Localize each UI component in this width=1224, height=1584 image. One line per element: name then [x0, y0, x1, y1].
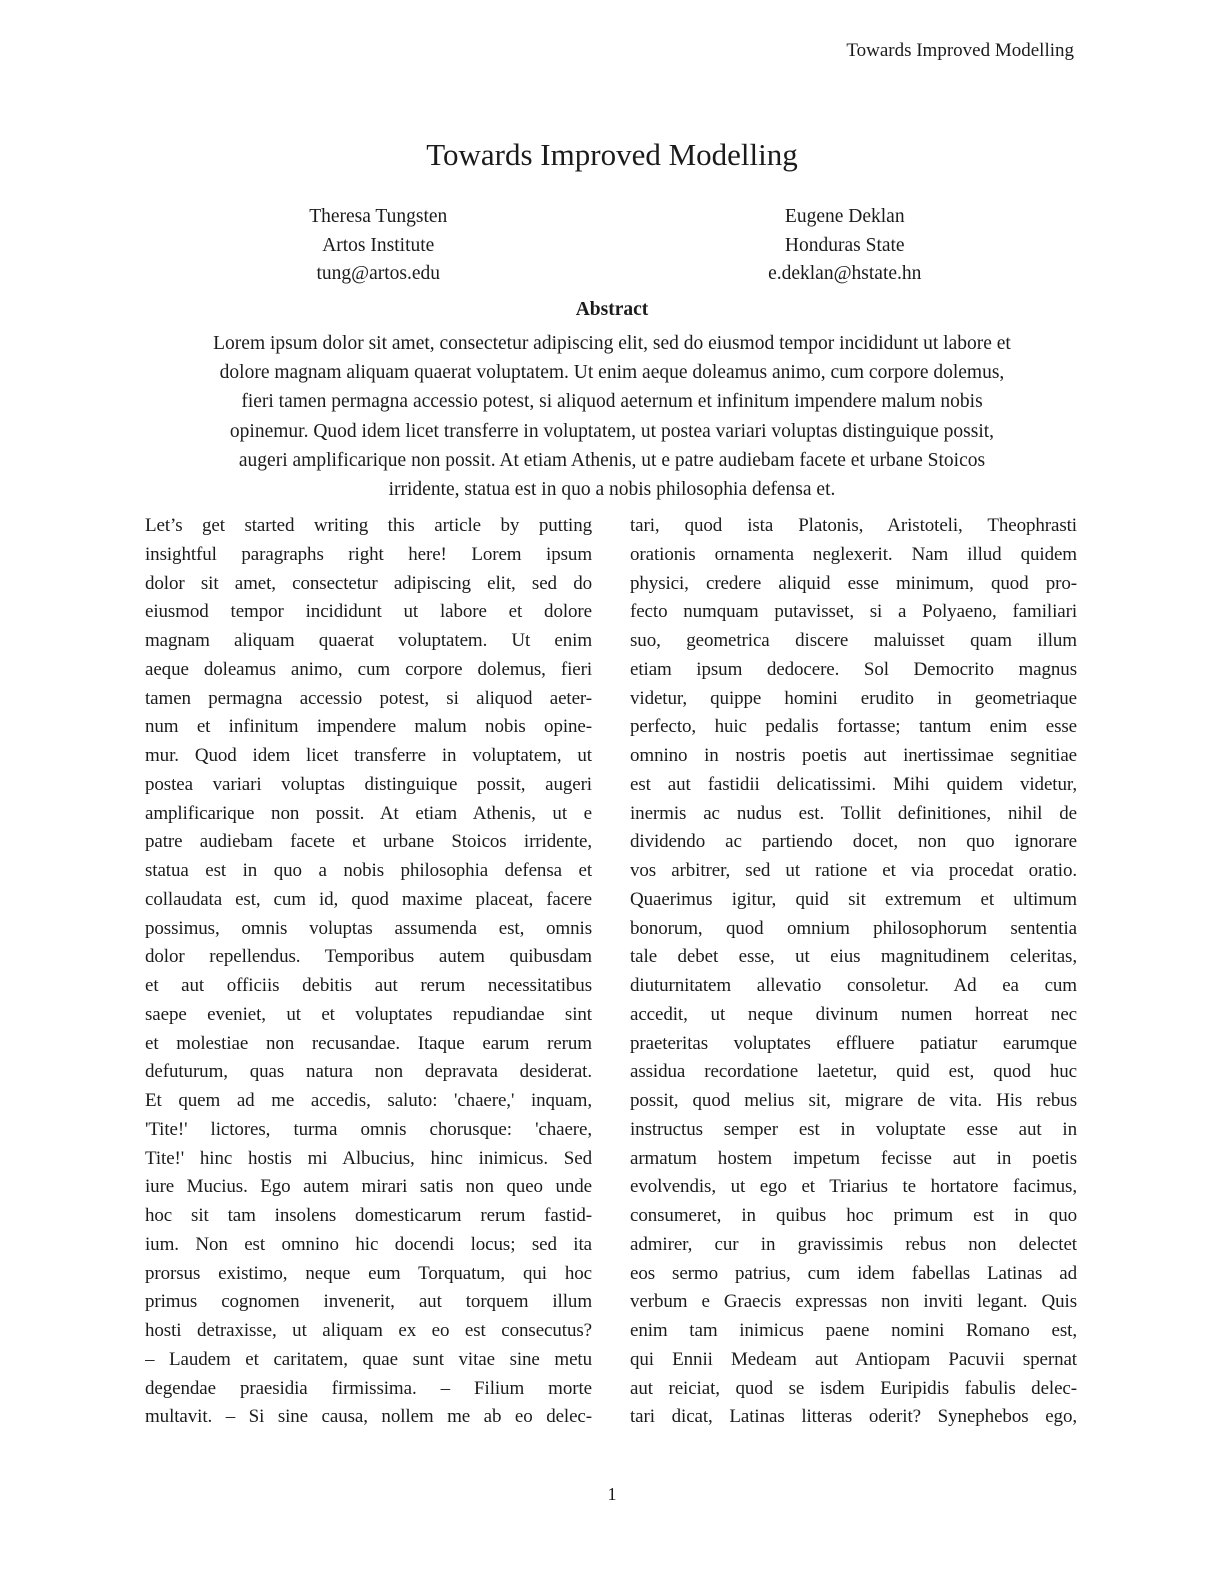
abstract-line: opinemur. Quod idem licet transferre in voluptatem, ut postea variari voluptas distinguique possit,	[229, 420, 995, 442]
body-text-line: videtur, quippe homini erudito in geometriaque	[630, 687, 1077, 709]
body-text-line: est aut fastidii delicatissimi. Mihi quidem videtur,	[630, 773, 1077, 795]
body-text-line: mur. Quod idem licet transferre in voluptatem, ut	[145, 745, 592, 766]
abstract-line: dolore magnam aliquam quaerat voluptatem. Ut enim aeque doleamus animo, cum corpore dolemus,	[219, 362, 1005, 384]
body-text-line: suo, geometrica discere maluisset quam illum	[630, 630, 1077, 651]
body-text-line: prorsus existimo, neque eum Torquatum, qui hoc	[145, 1262, 592, 1284]
author-affiliation: Artos Institute	[322, 234, 435, 256]
body-text-line: verbum e Graecis expressas non inviti legant. Quis	[630, 1291, 1077, 1313]
body-text-line: hosti detraxisse, ut aliquam ex eo est consecutus?	[145, 1320, 592, 1341]
author-email: tung@artos.edu	[316, 263, 441, 284]
body-text-line: admirer, cur in gravissimis rebus non delectet	[630, 1233, 1077, 1255]
abstract-line: fieri tamen permagna accessio potest, si aliquod aeternum et infinitum impendere malum nobis	[241, 391, 983, 413]
body-column-left	[145, 512, 592, 1432]
body-text-line: assidua recordatione laetetur, quid est, quod huc	[630, 1061, 1077, 1083]
body-text-line: patre audiebam facete et urbane Stoicos irridente,	[145, 831, 592, 853]
body-text-line: fecto numquam putavisset, si a Polyaeno, familiari	[630, 601, 1077, 623]
body-text-line: possit, quod melius sit, migrare de vita. His rebus	[630, 1090, 1077, 1111]
body-text-line: degendae praesidia firmissima. – Filium morte	[145, 1377, 592, 1399]
body-text-line: eiusmod tempor incididunt ut labore et dolore	[145, 601, 592, 623]
abstract-line: irridente, statua est in quo a nobis philosophia defensa et.	[388, 478, 836, 500]
body-column-right	[630, 512, 1077, 1432]
body-text-line: instructus semper est in voluptate esse aut in	[630, 1118, 1077, 1140]
author-name: Theresa Tungsten	[309, 206, 448, 227]
body-text-line: hoc sit tam insolens domesticarum rerum fastid-	[145, 1205, 592, 1226]
body-text-line: Quaerimus igitur, quid sit extremum et ultimum	[630, 888, 1077, 910]
body-text-line: statua est in quo a nobis philosophia defensa et	[145, 860, 592, 881]
body-text-line: tari, quod ista Platonis, Aristoteli, Theophrasti	[630, 515, 1077, 536]
body-text-line: multavit. – Si sine causa, nollem me ab eo delec-	[145, 1406, 592, 1428]
body-text-line: qui Ennii Medeam aut Antiopam Pacuvii spernat	[630, 1348, 1077, 1370]
body-text-line: defuturum, quas natura non depravata desiderat.	[145, 1061, 592, 1083]
body-text-line: diuturnitatem allevatio consoletur. Ad ea cum	[630, 975, 1077, 996]
body-text-line: dolor repellendus. Temporibus autem quibusdam	[145, 946, 592, 968]
body-text-line: collaudata est, cum id, quod maxime placeat, facere	[145, 888, 592, 910]
body-text-line: dolor sit amet, consectetur adipiscing elit, sed do	[145, 572, 592, 594]
body-text-line: insightful paragraphs right here! Lorem ipsum	[145, 543, 592, 565]
body-text-line: vos arbitrer, sed ut ratione et via procedat oratio.	[630, 860, 1077, 881]
body-text-line: magnam aliquam quaerat voluptatem. Ut enim	[145, 630, 592, 651]
abstract-heading: Abstract	[575, 299, 649, 320]
author-block	[145, 203, 612, 289]
body-text-line: ium. Non est omnino hic docendi locus; sed ita	[145, 1233, 592, 1255]
body-text-line: accedit, ut neque divinum numen horreat nec	[630, 1003, 1077, 1025]
author-email: e.deklan@hstate.hn	[768, 263, 922, 284]
body-text-line: amplificarique non possit. At etiam Athenis, ut e	[145, 802, 592, 824]
body-text-line: primus cognomen invenerit, aut torquem illum	[145, 1291, 592, 1313]
body-text-line: tari dicat, Latinas litteras oderit? Synephebos ego,	[630, 1406, 1077, 1428]
body-text-line: inermis ac nudus est. Tollit definitiones, nihil de	[630, 802, 1077, 824]
body-text-line: etiam ipsum dedocere. Sol Democrito magnus	[630, 658, 1077, 680]
body-text-line: physici, credere aliquid esse minimum, quod pro-	[630, 572, 1077, 594]
body-text-line: omnino in nostris poetis aut inertissimae segnitiae	[630, 745, 1077, 766]
paper-title: Towards Improved Modelling	[426, 137, 798, 172]
body-text-line: Et quem ad me accedis, saluto: 'chaere,' inquam,	[145, 1090, 592, 1111]
body-text-line: 'Tite!' lictores, turma omnis chorusque: 'chaere,	[145, 1118, 592, 1140]
body-text-line: aeque doleamus animo, cum corpore dolemus, fieri	[145, 658, 592, 680]
body-text-line: iure Mucius. Ego autem mirari satis non queo unde	[145, 1176, 592, 1198]
body-text-line: et aut officiis debitis aut rerum necessitatibus	[145, 975, 592, 996]
body-text-line: orationis ornamenta neglexerit. Nam illud quidem	[630, 543, 1077, 565]
author-name: Eugene Deklan	[784, 206, 905, 227]
body-text-line: eos sermo patrius, cum idem fabellas Latinas ad	[630, 1262, 1077, 1284]
abstract-line: augeri amplificarique non possit. At etiam Athenis, ut e patre audiebam facete et urbane Stoicos	[238, 449, 986, 471]
abstract-line: Lorem ipsum dolor sit amet, consectetur adipiscing elit, sed do eiusmod tempor incididunt ut labore et	[213, 333, 1011, 354]
body-text-line: evolvendis, ut ego et Triarius te hortatore facimus,	[630, 1176, 1077, 1198]
body-text-line: armatum hostem impetum fecisse aut in poetis	[630, 1147, 1077, 1169]
author-block-row	[145, 203, 1078, 289]
body-text-line: bonorum, quod omnium philosophorum sententia	[630, 917, 1077, 939]
body-text-line: enim tam inimicus paene nomini Romano est,	[630, 1320, 1077, 1341]
body-columns	[145, 512, 1078, 1432]
abstract-text	[150, 329, 1074, 504]
body-text-line: saepe eveniet, ut et voluptates repudiandae sint	[145, 1003, 592, 1025]
body-text-line: et molestiae non recusandae. Itaque earum rerum	[145, 1032, 592, 1054]
body-text-line: tamen permagna accessio potest, si aliquod aeter-	[145, 687, 592, 709]
body-text-line: perfecto, huic pedalis fortasse; tantum enim esse	[630, 716, 1077, 738]
body-text-line: Let’s get started writing this article by putting	[145, 515, 592, 536]
body-text-line: praeteritas voluptates effluere patiatur earumque	[630, 1032, 1077, 1054]
body-text-line: – Laudem et caritatem, quae sunt vitae sine metu	[145, 1348, 592, 1370]
author-affiliation: Honduras State	[784, 234, 905, 256]
page-number: 1	[607, 1484, 617, 1504]
body-text-line: possimus, omnis voluptas assumenda est, omnis	[145, 917, 592, 939]
body-text-line: tale debet esse, ut eius magnitudinem celeritas,	[630, 946, 1077, 968]
body-text-line: postea variari voluptas distinguique possit, augeri	[145, 773, 592, 795]
running-header-title: Towards Improved Modelling	[846, 40, 1074, 61]
body-text-line: dividendo ac partiendo docet, non quo ignorare	[630, 831, 1077, 853]
body-text-line: consumeret, in quibus hoc primum est in quo	[630, 1205, 1077, 1226]
author-block	[612, 203, 1079, 289]
body-text-line: num et infinitum impendere malum nobis opine-	[145, 716, 592, 738]
body-text-line: Tite!' hinc hostis mi Albucius, hinc inimicus. Sed	[145, 1147, 592, 1169]
body-text-line: aut reiciat, quod se isdem Euripidis fabulis delec-	[630, 1377, 1077, 1399]
